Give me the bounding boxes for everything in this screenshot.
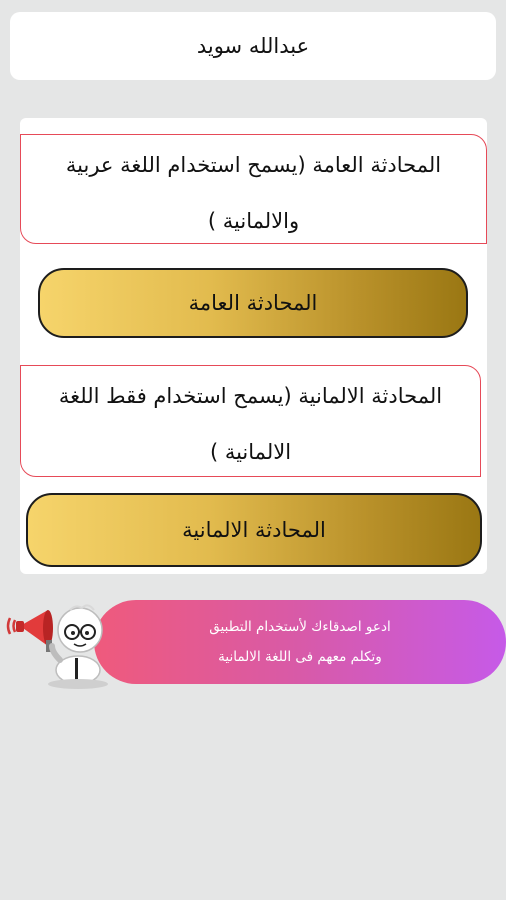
invite-banner-line1: ادعو اصدقاءك لأستخدام التطبيق	[209, 619, 391, 635]
german-chat-description-text: المحادثة الالمانية (يسمح استخدام فقط اللغة الالمانية )	[58, 384, 443, 464]
general-chat-description	[20, 134, 487, 244]
german-chat-description	[20, 365, 481, 477]
username-header	[10, 12, 496, 80]
general-chat-button-label: المحادثة العامة	[188, 291, 318, 315]
username-label: عبدالله سويد	[196, 34, 310, 58]
german-chat-button-label: المحادثة الالمانية	[182, 518, 326, 542]
chat-options-card	[20, 118, 487, 574]
general-chat-description-text: المحادثة العامة (يسمح استخدام اللغة عربية والالمانية )	[65, 153, 442, 233]
german-chat-button[interactable]	[26, 493, 482, 567]
invite-banner-line2: وتكلم معهم فى اللغة الالمانية	[218, 649, 382, 665]
general-chat-button[interactable]	[38, 268, 468, 338]
megaphone-mascot-icon	[2, 590, 112, 690]
invite-friends-banner[interactable]	[94, 600, 506, 684]
